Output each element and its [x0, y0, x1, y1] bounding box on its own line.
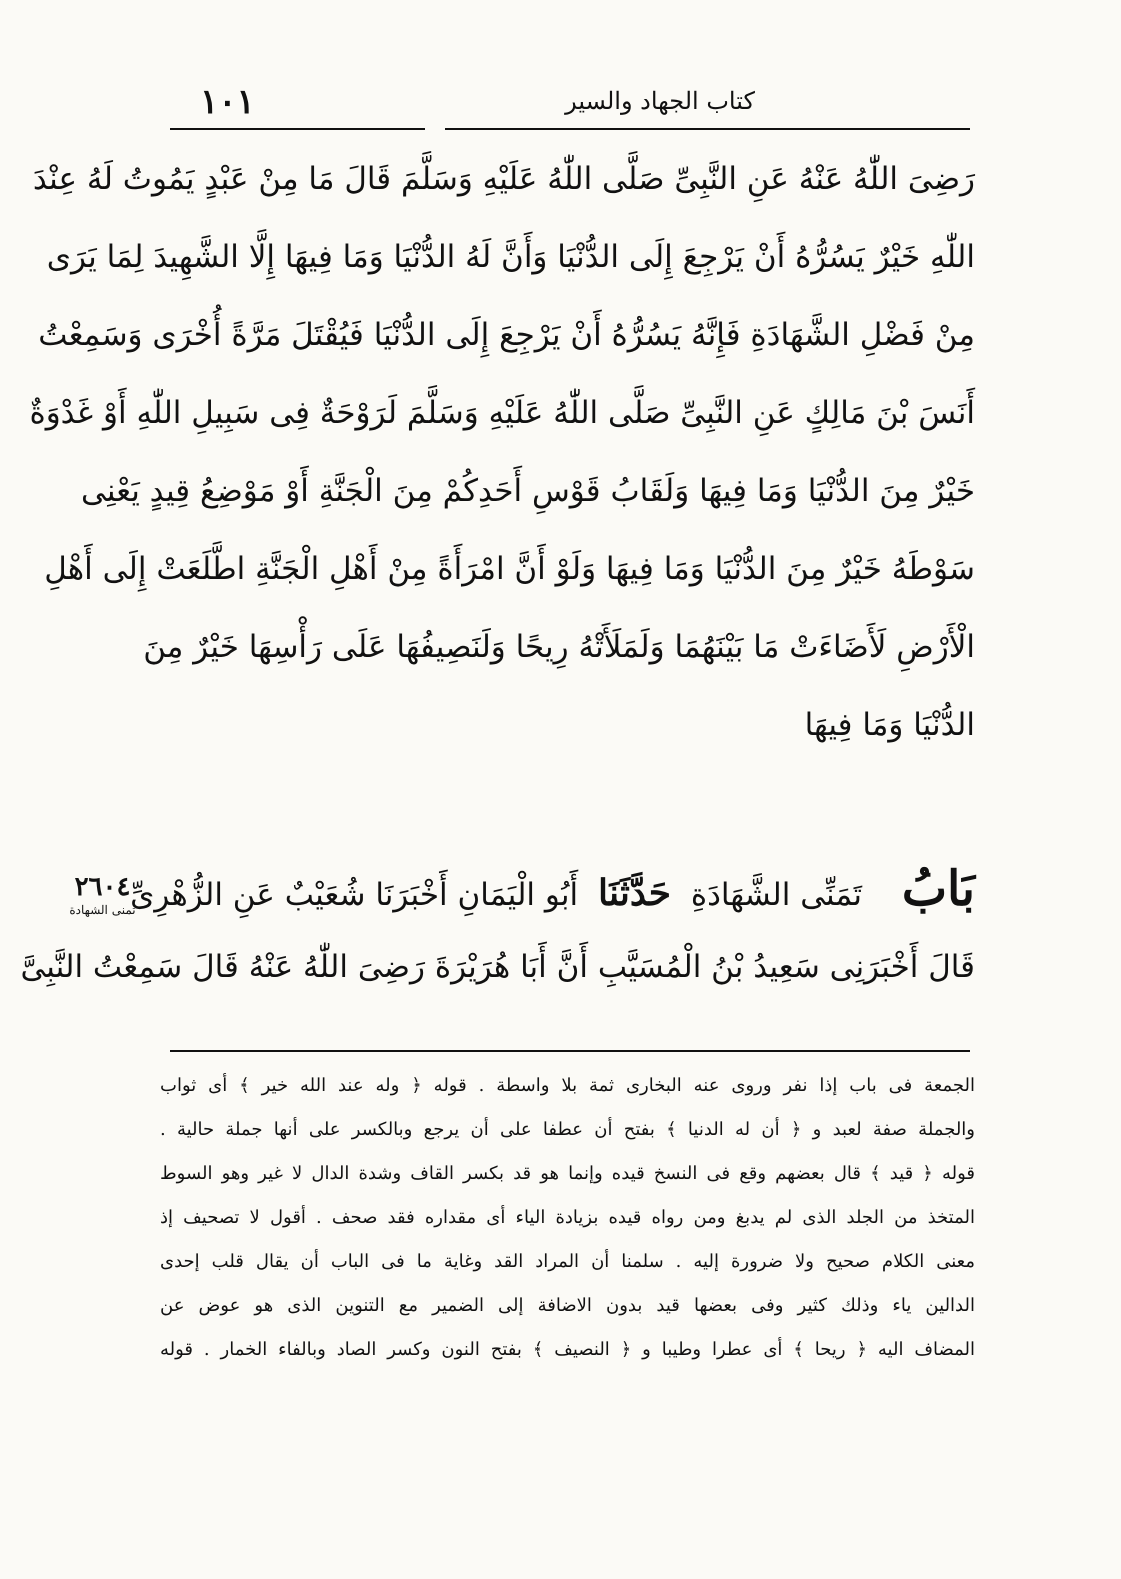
- footnote-line: الدالين ياء وذلك كثير وفى بعضها قيد بدون الاضافة إلى الضمير مع التنوين الذى هو عوض عن: [160, 1295, 975, 1316]
- text-line: رَضِىَ اللّٰهُ عَنْهُ عَنِ النَّبِىِّ صَلَّى اللّٰهُ عَلَيْهِ وَسَلَّمَ قَالَ مَا مِنْ عَبْدٍ يَمُوتُ لَهُ عِنْدَ: [32, 161, 975, 197]
- footnotes: [160, 1064, 975, 1372]
- haddathana: حَدَّثَنَا: [598, 872, 672, 914]
- chapter-bab: بَابُ: [901, 861, 975, 917]
- footnote-line: معنى الكلام صحيح ولا ضرورة إليه . سلمنا أن المراد القد وغاية ما فى الباب أن يقال قلب إحدى: [160, 1251, 975, 1272]
- book-title: كتاب الجهاد والسير: [565, 87, 755, 115]
- text-line: سَوْطَهُ خَيْرٌ مِنَ الدُّنْيَا وَمَا فِيهَا وَلَوْ أَنَّ امْرَأَةً مِنْ أَهْلِ الْجَنَّةِ اطَّلَعَتْ إِلَى أَهْلِ: [44, 551, 975, 587]
- chapter-heading-line: [130, 850, 975, 928]
- header-rule-left: [170, 128, 425, 130]
- page-number: ١٠١: [200, 82, 255, 122]
- text-line: الدُّنْيَا وَمَا فِيهَا: [804, 707, 975, 743]
- footnote-line: قوله ﴿ قيد ﴾ قال بعضهم وقع فى النسخ قيده وإنما هو قد بكسر القاف وشدة الدال لا غير وهو السوط: [160, 1163, 975, 1184]
- footnote-rule: [170, 1050, 970, 1052]
- chapter-line: قَالَ أَخْبَرَنِى سَعِيدُ بْنُ الْمُسَيَّبِ أَنَّ أَبَا هُرَيْرَةَ رَضِىَ اللّٰهُ عَنْهُ قَالَ سَمِعْتُ النَّبِىَّ: [20, 949, 975, 985]
- footnote-line: والجملة صفة لعبد و ﴿ أن له الدنيا ﴾ بفتح أن عطفا على أن يرجع وبالكسر على أنها جملة حالية .: [160, 1119, 975, 1140]
- text-line: الْأَرْضِ لَأَضَاءَتْ مَا بَيْنَهُمَا وَلَمَلَأَتْهُ رِيحًا وَلَنَصِيفُهَا عَلَى رَأْسِهَا خَيْرٌ مِنَ: [143, 629, 975, 665]
- chapter-heading: تَمَنِّى الشَّهَادَةِ: [690, 877, 862, 913]
- main-text: [29, 140, 975, 764]
- footnote-line: الجمعة فى باب إذا نفر وروى عنه البخارى ثمة بلا واسطة . قوله ﴿ وله عند الله خير ﴾ أى ثواب: [160, 1075, 975, 1096]
- text-line: أَنَسَ بْنَ مَالِكٍ عَنِ النَّبِىِّ صَلَّى اللّٰهُ عَلَيْهِ وَسَلَّمَ لَرَوْحَةٌ فِى سَبِيلِ اللّٰهِ أَوْ غَدْوَةٌ: [29, 395, 975, 431]
- header-rule-right: [445, 128, 970, 130]
- running-header: [170, 82, 970, 122]
- footnote-line: المضاف اليه ﴿ ريحا ﴾ أى عطرا وطيبا و ﴿ النصيف ﴾ بفتح النون وكسر الصاد وبالفاء الخمار . قوله: [160, 1339, 975, 1360]
- text-line: مِنْ فَضْلِ الشَّهَادَةِ فَإِنَّهُ يَسُرُّهُ أَنْ يَرْجِعَ إِلَى الدُّنْيَا فَيُقْتَلَ مَرَّةً أُخْرَى وَسَمِعْتُ: [38, 317, 975, 353]
- chapter-isnad: أَبُو الْيَمَانِ أَخْبَرَنَا شُعَيْبٌ عَنِ الزُّهْرِىِّ: [130, 877, 579, 913]
- hadith-number: ٢٦٠٤: [74, 872, 131, 902]
- text-line: خَيْرٌ مِنَ الدُّنْيَا وَمَا فِيهَا وَلَقَابُ قَوْسِ أَحَدِكُمْ مِنَ الْجَنَّةِ أَوْ مَوْضِعُ قِيدٍ يَعْنِى: [81, 473, 975, 509]
- text-line: اللّٰهِ خَيْرٌ يَسُرُّهُ أَنْ يَرْجِعَ إِلَى الدُّنْيَا وَأَنَّ لَهُ الدُّنْيَا وَمَا فِيهَا إِلَّا الشَّهِيدَ لِمَا يَرَى: [46, 239, 975, 275]
- margin-label: تمنى الشهادة: [69, 903, 136, 917]
- footnote-line: المتخذ من الجلد الذى لم يدبغ ومن رواه قيده بزيادة الياء أى مقداره فقد صحف . أقول لا تصحيف إذ: [160, 1207, 975, 1228]
